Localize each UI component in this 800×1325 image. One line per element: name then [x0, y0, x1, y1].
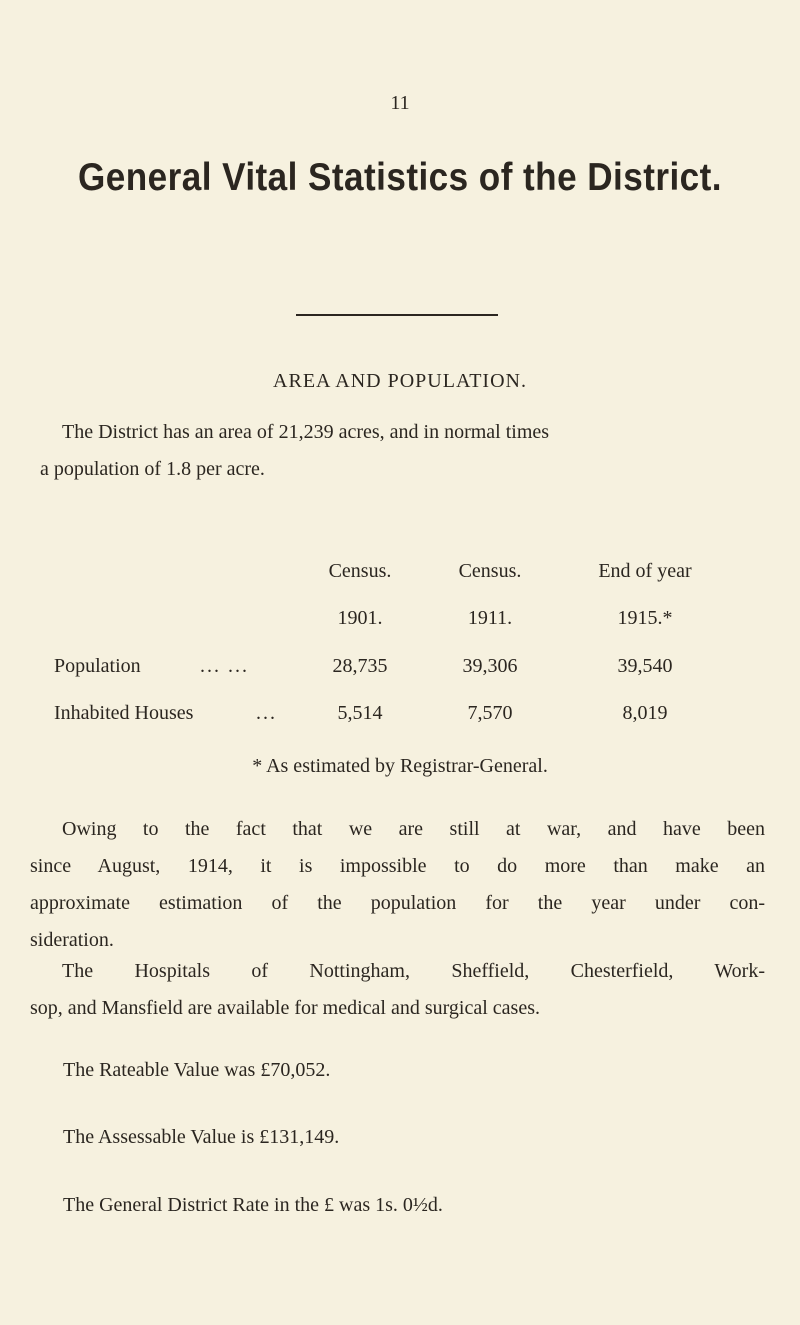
- general-rate-paragraph: The General District Rate in the £ was 1s. 0½d.: [63, 1194, 443, 1216]
- row-label-inhabited-houses: Inhabited Houses: [54, 702, 194, 724]
- row-leader-inhabited-houses: ...: [256, 702, 277, 724]
- area-population-paragraph: [40, 414, 764, 488]
- owing-line-4: sideration.: [30, 929, 114, 951]
- intro-line-1: The District has an area of 21,239 acres, and in normal times: [62, 421, 550, 443]
- cell-houses-1901: 5,514: [337, 702, 383, 724]
- section-heading: AREA AND POPULATION.: [273, 370, 527, 392]
- table-footnote: * As estimated by Registrar-General.: [252, 755, 548, 777]
- intro-line-2: a population of 1.8 per acre.: [40, 458, 265, 480]
- hospitals-paragraph: [30, 953, 765, 1027]
- page-title: General Vital Statistics of the District.: [78, 156, 722, 199]
- header-census-1911-line1: Census.: [458, 560, 522, 582]
- title-divider: [296, 314, 498, 316]
- hospitals-line-2: sop, and Mansfield are available for medical and surgical cases.: [30, 997, 540, 1019]
- page-number: 11: [390, 92, 410, 114]
- hospitals-line-1: The Hospitals of Nottingham, Sheffield, Chesterfield, Work-: [62, 960, 765, 982]
- header-census-1901-line1: Census.: [328, 560, 392, 582]
- rateable-value-paragraph: The Rateable Value was £70,052.: [63, 1059, 331, 1081]
- header-end-of-year-line1: End of year: [598, 560, 692, 582]
- assessable-value-paragraph: The Assessable Value is £131,149.: [63, 1126, 340, 1148]
- header-census-1901-line2: 1901.: [337, 607, 383, 629]
- war-estimation-paragraph: [30, 811, 765, 959]
- cell-population-1915: 39,540: [617, 655, 673, 677]
- cell-population-1911: 39,306: [462, 655, 518, 677]
- row-leader-population: ... ...: [200, 655, 249, 677]
- owing-line-3: approximate estimation of the population for the year under con-: [30, 892, 765, 914]
- header-census-1911-line2: 1911.: [467, 607, 513, 629]
- header-end-of-year-line2: 1915.*: [617, 607, 673, 629]
- population-table: [0, 560, 800, 724]
- cell-houses-1911: 7,570: [467, 702, 513, 724]
- cell-houses-1915: 8,019: [622, 702, 668, 724]
- row-label-population: Population: [54, 655, 141, 677]
- owing-line-1: Owing to the fact that we are still at war, and have been: [62, 818, 765, 840]
- cell-population-1901: 28,735: [332, 655, 388, 677]
- owing-line-2: since August, 1914, it is impossible to do more than make an: [30, 855, 765, 877]
